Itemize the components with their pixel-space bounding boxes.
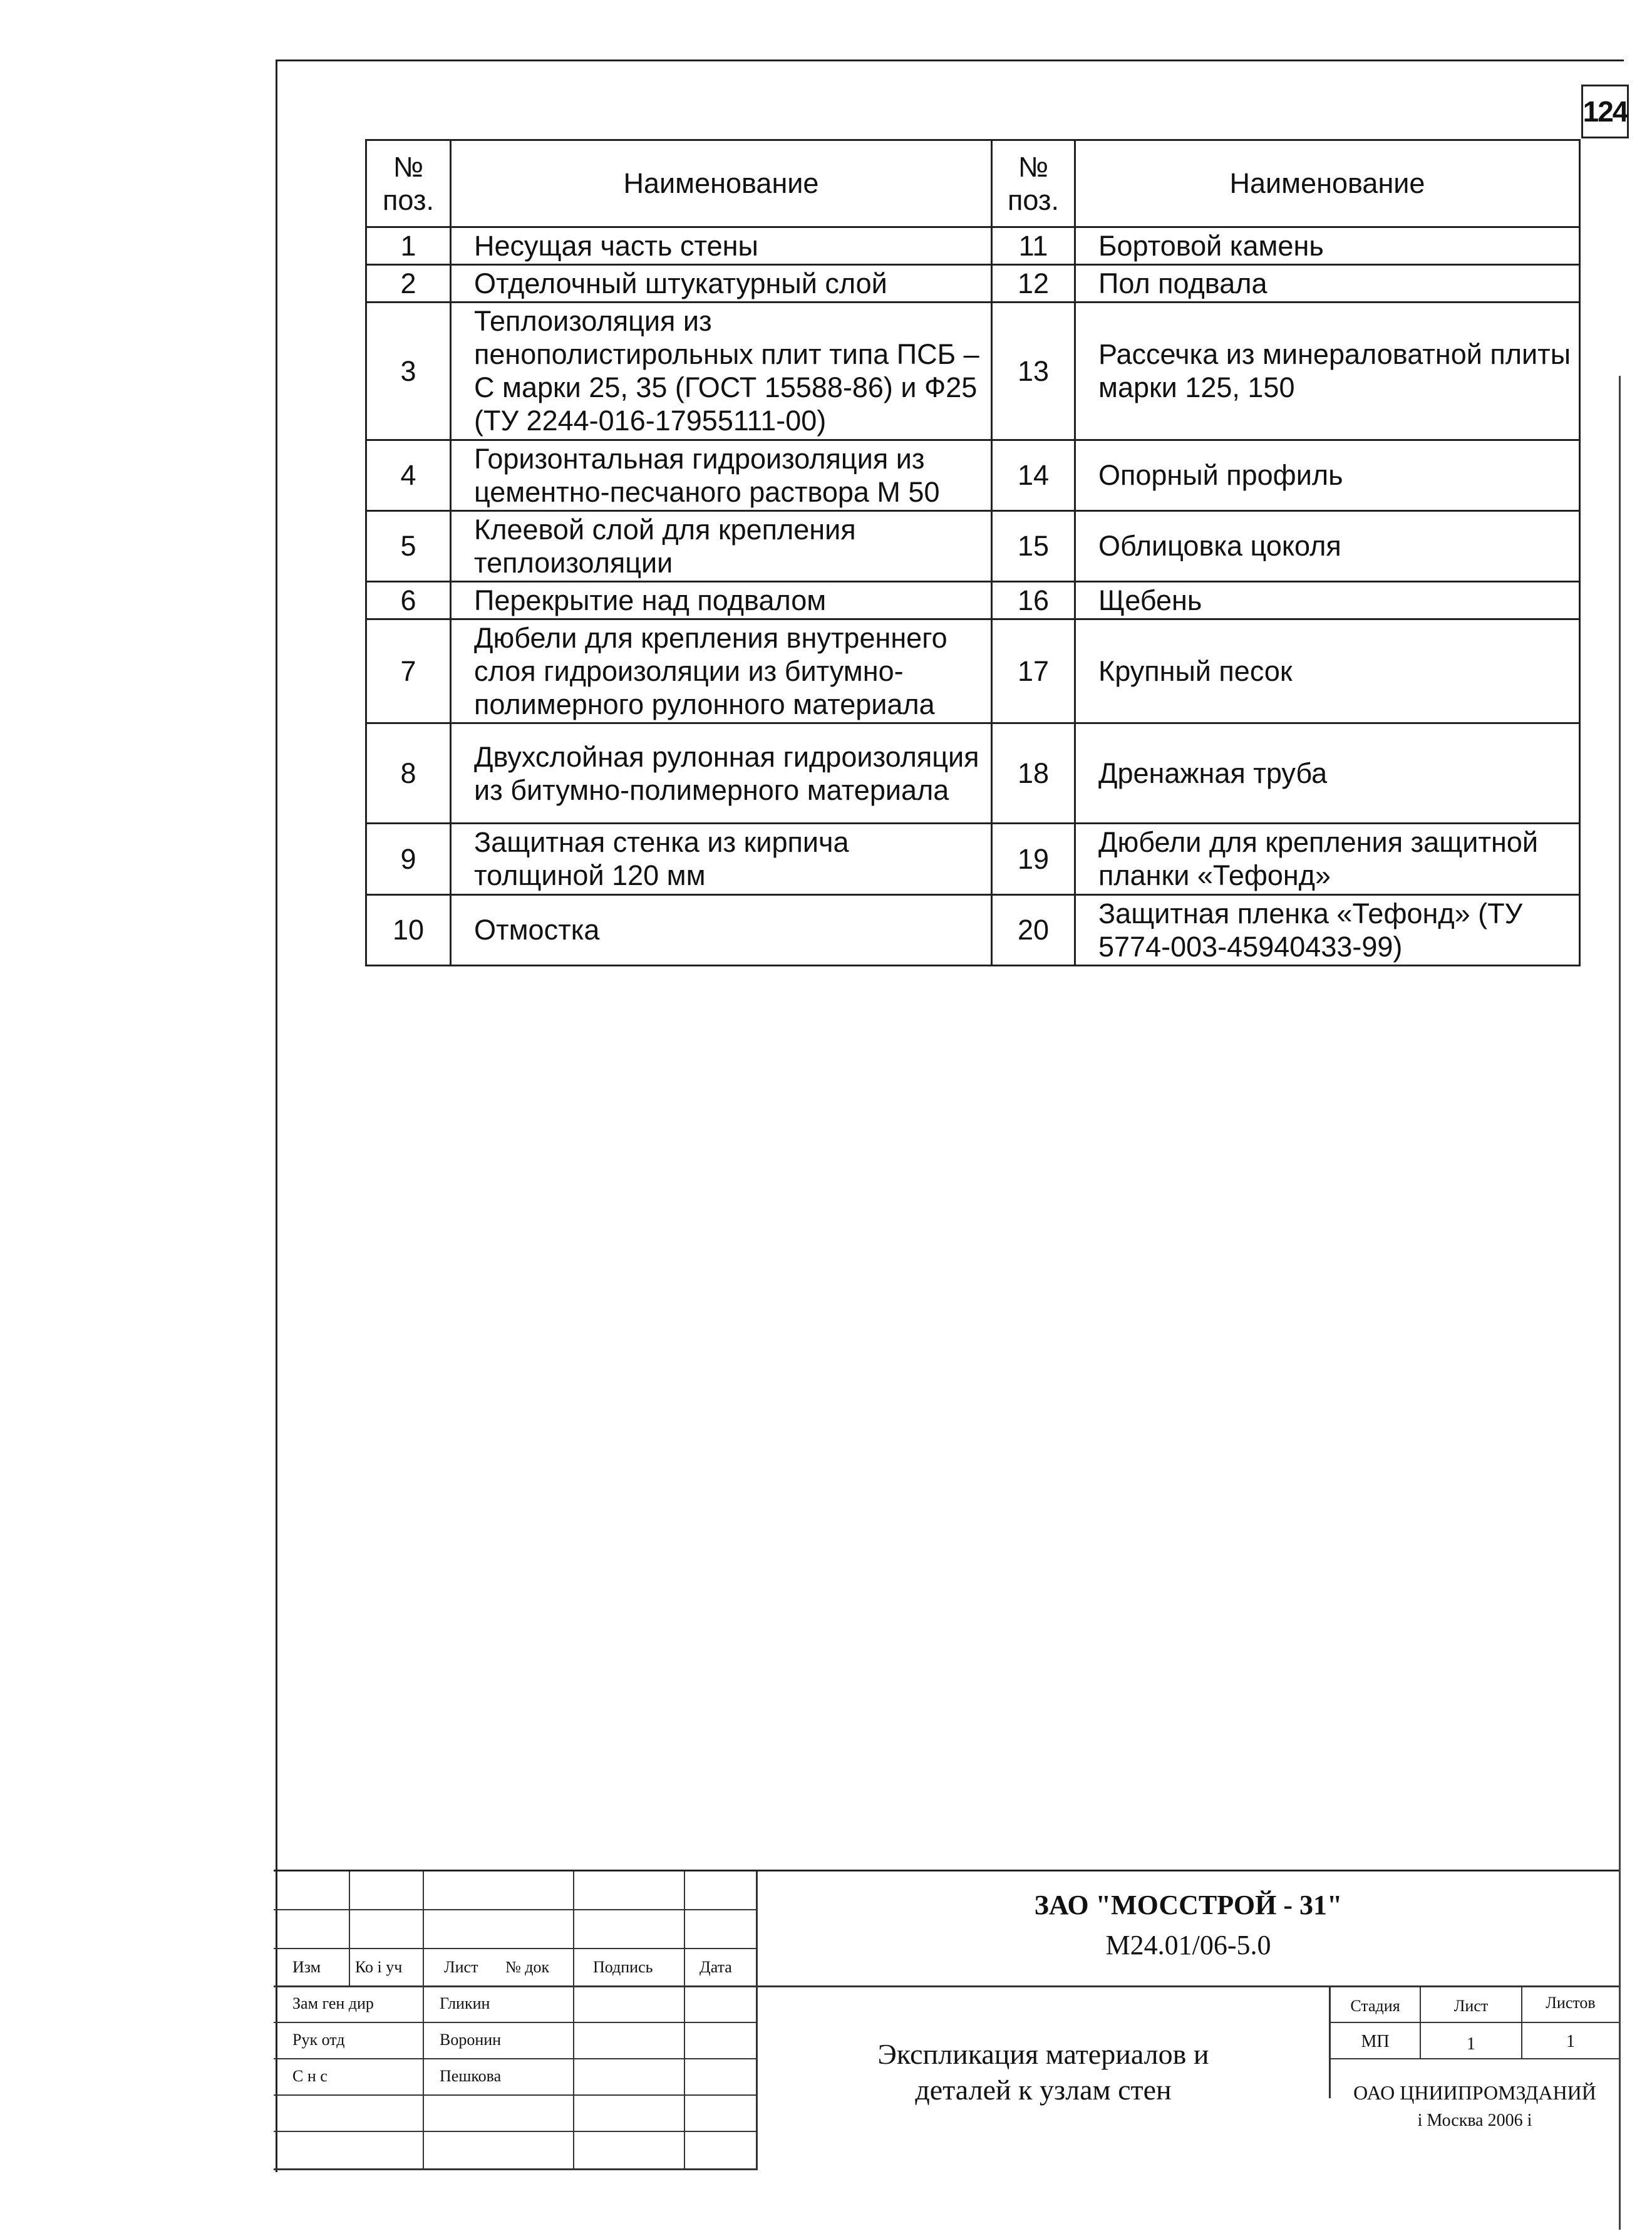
row-pos-2: 19	[992, 824, 1075, 894]
stamp-col-list: Лист	[444, 1958, 478, 1976]
stamp-stage-label: Стадия	[1350, 1997, 1400, 2015]
table-row	[366, 510, 1580, 581]
row-pos-2: 13	[992, 303, 1075, 440]
header-pos-2: № поз.	[992, 140, 1075, 227]
row-name: Дюбели для крепления внутреннего слоя гидроизоляции из битумно-полимерного рулонного материала	[451, 619, 992, 723]
row-pos: 5	[366, 510, 451, 581]
row-name-2: Щебень	[1075, 581, 1580, 619]
row-name-2: Рассечка из минераловатной плиты марки 125, 150	[1075, 303, 1580, 440]
stamp-stage: МП	[1361, 2032, 1390, 2051]
row-pos-2: 16	[992, 581, 1075, 619]
row-pos-2: 17	[992, 619, 1075, 723]
row-name-2: Бортовой камень	[1075, 227, 1580, 265]
row-pos: 8	[366, 723, 451, 824]
table-header-row	[366, 140, 1580, 227]
row-pos-2: 11	[992, 227, 1075, 265]
row-pos: 7	[366, 619, 451, 723]
row-pos: 1	[366, 227, 451, 265]
stamp-col-izm: Изм	[292, 1958, 321, 1976]
row-pos: 2	[366, 265, 451, 303]
stamp-sheets-label: Листов	[1546, 1994, 1596, 2012]
row-name: Несущая часть стены	[451, 227, 992, 265]
header-name-2: Наименование	[1075, 140, 1580, 227]
row-name: Защитная стенка из кирпича толщиной 120 мм	[451, 824, 992, 894]
row-pos: 3	[366, 303, 451, 440]
stamp-role-3: С н с	[292, 2067, 328, 2085]
title-block	[274, 1870, 1619, 2170]
row-name-2: Дренажная труба	[1075, 723, 1580, 824]
row-pos-2: 15	[992, 510, 1075, 581]
row-name: Горизонтальная гидроизоляция из цементно-песчаного раствора М 50	[451, 440, 992, 510]
stamp-col-no-dok: № док	[505, 1958, 550, 1976]
stamp-name-2: Воронин	[440, 2031, 502, 2049]
stamp-name-3: Пешкова	[440, 2067, 502, 2085]
materials-table	[365, 139, 1581, 966]
row-pos: 6	[366, 581, 451, 619]
table-row	[366, 227, 1580, 265]
page-number: 124	[1581, 85, 1629, 138]
stamp-city: і Москва 2006 і	[1417, 2111, 1532, 2130]
row-name: Клеевой слой для крепления теплоизоляции	[451, 510, 992, 581]
stamp-title-line-1: Экспликация материалов и	[877, 2038, 1209, 2070]
stamp-title-line-2: деталей к узлам стен	[915, 2074, 1172, 2106]
row-name: Перекрытие над подвалом	[451, 581, 992, 619]
stamp-col-podpis: Подпись	[593, 1958, 653, 1976]
table-row	[366, 619, 1580, 723]
row-name: Отмостка	[451, 894, 992, 965]
header-name: Наименование	[451, 140, 992, 227]
stamp-doc-code: М24.01/06-5.0	[1105, 1930, 1271, 1960]
stamp-role-1: Зам ген дир	[292, 1994, 374, 2012]
row-name: Теплоизоляция из пенополистирольных плит типа ПСБ – С марки 25, 35 (ГОСТ 15588-86) и Ф25 (ТУ 2244-016-17955111-00)	[451, 303, 992, 440]
row-name: Двухслойная рулонная гидроизоляция из битумно-полимерного материала	[451, 723, 992, 824]
table-row	[366, 581, 1580, 619]
table-row	[366, 303, 1580, 440]
row-name: Отделочный штукатурный слой	[451, 265, 992, 303]
row-name-2: Дюбели для крепления защитной планки «Тефонд»	[1075, 824, 1580, 894]
table-row	[366, 824, 1580, 894]
row-pos: 10	[366, 894, 451, 965]
table-row	[366, 440, 1580, 510]
row-pos-2: 20	[992, 894, 1075, 965]
stamp-org: ОАО ЦНИИПРОМЗДАНИЙ	[1353, 2081, 1596, 2104]
row-name-2: Защитная пленка «Тефонд» (ТУ 5774-003-45940433-99)	[1075, 894, 1580, 965]
row-pos-2: 14	[992, 440, 1075, 510]
stamp-sheet-label: Лист	[1453, 1997, 1489, 2015]
stamp-sheet: 1	[1467, 2034, 1475, 2054]
row-pos: 9	[366, 824, 451, 894]
stamp-col-data: Дата	[700, 1958, 732, 1976]
row-pos-2: 12	[992, 265, 1075, 303]
row-name-2: Пол подвала	[1075, 265, 1580, 303]
table-row	[366, 265, 1580, 303]
stamp-col-kol-uch: Ко і уч	[355, 1958, 403, 1976]
row-name-2: Опорный профиль	[1075, 440, 1580, 510]
stamp-role-2: Рук отд	[292, 2031, 345, 2049]
sheet-frame-right-edge	[1619, 376, 1621, 2230]
header-pos: № поз.	[366, 140, 451, 227]
row-name-2: Крупный песок	[1075, 619, 1580, 723]
row-pos-2: 18	[992, 723, 1075, 824]
row-pos: 4	[366, 440, 451, 510]
table-row	[366, 894, 1580, 965]
row-name-2: Облицовка цоколя	[1075, 510, 1580, 581]
table-row	[366, 723, 1580, 824]
stamp-company: ЗАО "МОССТРОЙ - 31"	[1034, 1890, 1343, 1920]
stamp-name-1: Гликин	[440, 1994, 490, 2012]
stamp-sheets: 1	[1566, 2032, 1575, 2051]
